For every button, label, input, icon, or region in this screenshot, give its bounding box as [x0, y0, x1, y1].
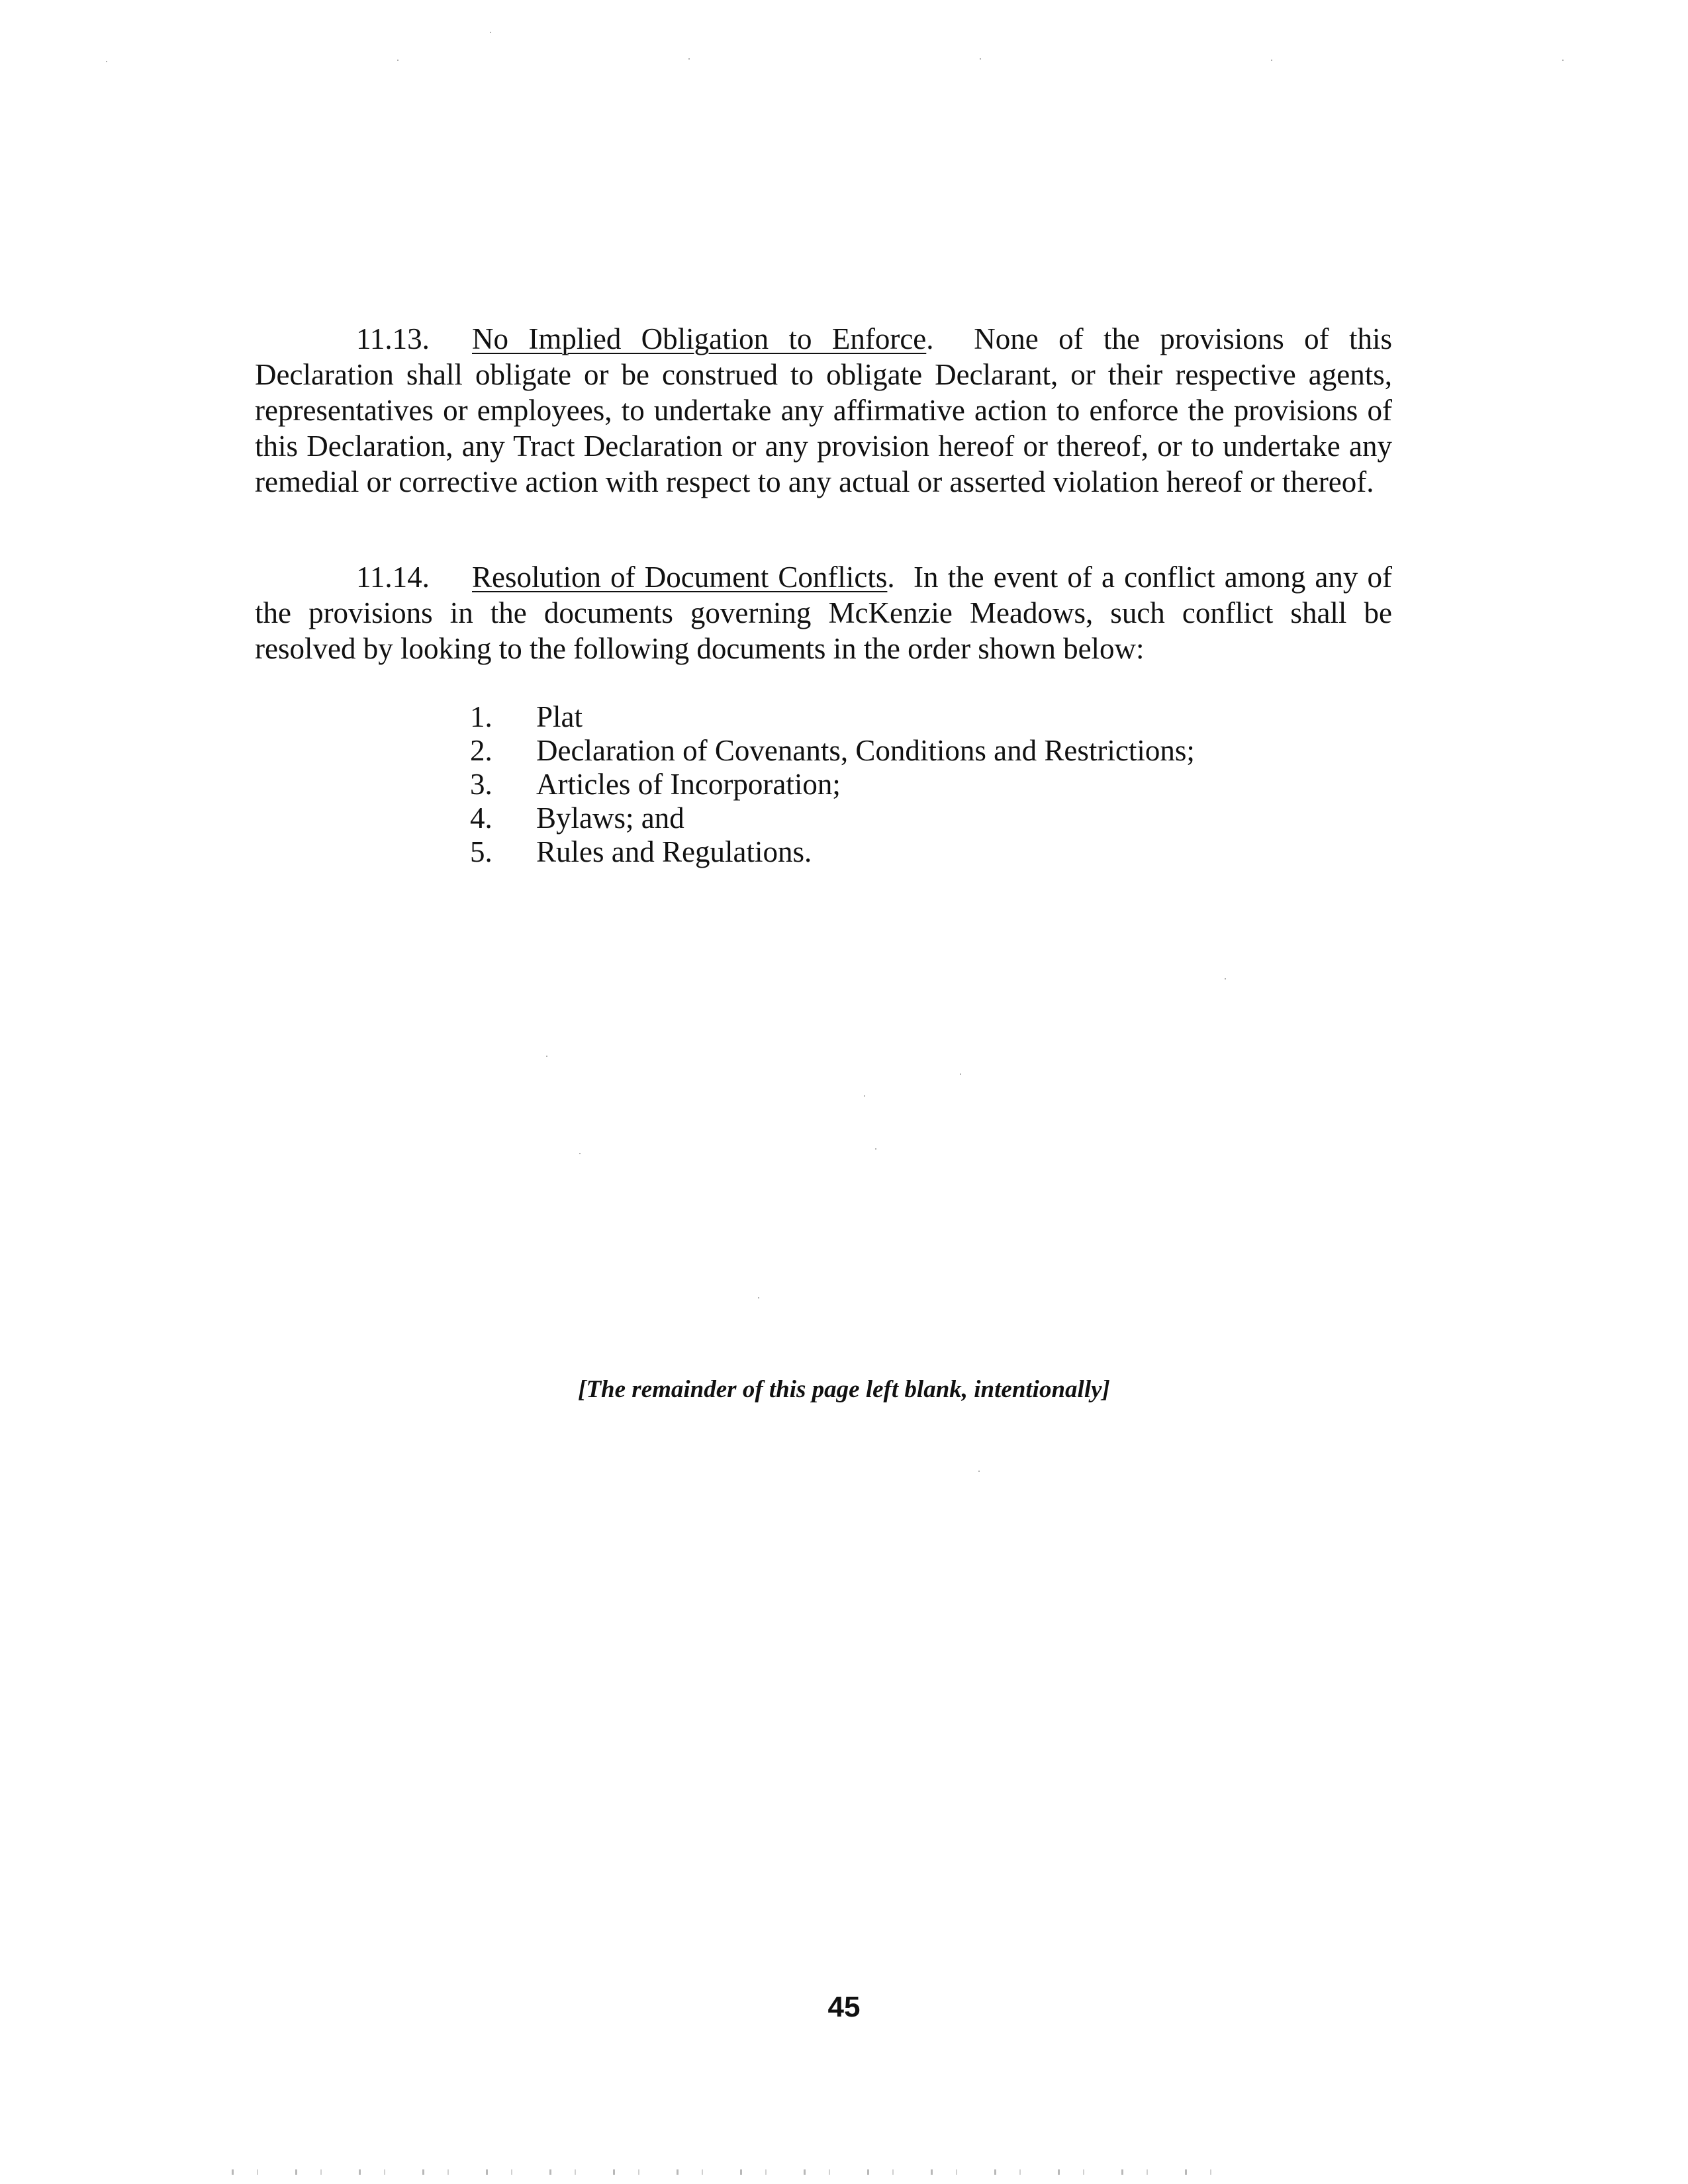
list-item-number: 4.	[470, 801, 492, 835]
page-number: 45	[827, 1991, 861, 2023]
list-item-number: 1.	[470, 700, 492, 733]
list-item	[470, 700, 1195, 734]
section-11-14: 11.14. Resolution of Document Conflicts. In the event of a conflict among any of the provisions in the documents governing McKenzie Meadows, such conflict shall be resolved by looking to the following documents in the order shown below:	[255, 561, 1393, 665]
list-item-text: Rules and Regulations.	[536, 835, 812, 868]
list-item	[470, 768, 1195, 801]
scan-speck	[1225, 978, 1226, 979]
scan-speck	[960, 1073, 961, 1075]
section-number: 11.13.	[356, 322, 430, 355]
list-item	[470, 734, 1195, 768]
scan-speck	[546, 1056, 547, 1057]
section-body: None of the provisions of this Declaration shall obligate or be construed to obligate Declarant, or their respective agents, representatives or employees, to undertake any affirmative action to enforce the provisions of this Declaration, any Tract Declaration or any provision hereof or thereof, or to undertake any remedial or corrective action with respect to any actual or asserted violation hereof or thereof.	[255, 322, 1393, 498]
list-item-text: Plat	[536, 700, 583, 733]
scan-speck	[106, 61, 107, 62]
scan-speck	[490, 32, 491, 33]
scan-speck	[397, 60, 399, 61]
list-item-number: 2.	[470, 734, 492, 767]
list-item-number: 5.	[470, 835, 492, 868]
scan-edge-artifact	[232, 2169, 1225, 2175]
scan-speck	[978, 1471, 980, 1472]
document-priority-list	[470, 700, 1195, 869]
scan-speck	[758, 1297, 759, 1298]
list-item-text: Articles of Incorporation;	[536, 768, 841, 801]
list-item	[470, 801, 1195, 835]
section-heading: Resolution of Document Conflicts	[472, 561, 888, 594]
section-11-13: 11.13. No Implied Obligation to Enforce. None of the provisions of this Declaration shall obligate or be construed to obligate Declarant, or their respective agents, representatives or employees, to undertake any affirmative action to enforce the provisions of this Declaration, any Tract Declaration or any provision hereof or thereof, or to undertake any remedial or corrective action with respect to any actual or asserted violation hereof or thereof.	[255, 322, 1393, 498]
blank-page-note: [The remainder of this page left blank, intentionally]	[578, 1376, 1110, 1403]
scan-speck	[1271, 60, 1272, 61]
scan-speck	[1562, 60, 1564, 61]
list-item	[470, 835, 1195, 869]
scan-speck	[688, 58, 690, 60]
section-heading: No Implied Obligation to Enforce	[472, 322, 927, 355]
list-item-text: Declaration of Covenants, Conditions and Restrictions;	[536, 734, 1195, 767]
list-item-text: Bylaws; and	[536, 801, 684, 835]
section-number: 11.14.	[356, 561, 430, 594]
scan-speck	[875, 1148, 876, 1150]
section-body: In the event of a conflict among any of the provisions in the documents governing McKenzie Meadows, such conflict shall be resolved by looking to the following documents in the order shown below:	[255, 561, 1393, 665]
scan-speck	[864, 1095, 865, 1097]
scan-speck	[980, 58, 981, 60]
list-item-number: 3.	[470, 768, 492, 801]
scan-speck	[579, 1153, 581, 1154]
